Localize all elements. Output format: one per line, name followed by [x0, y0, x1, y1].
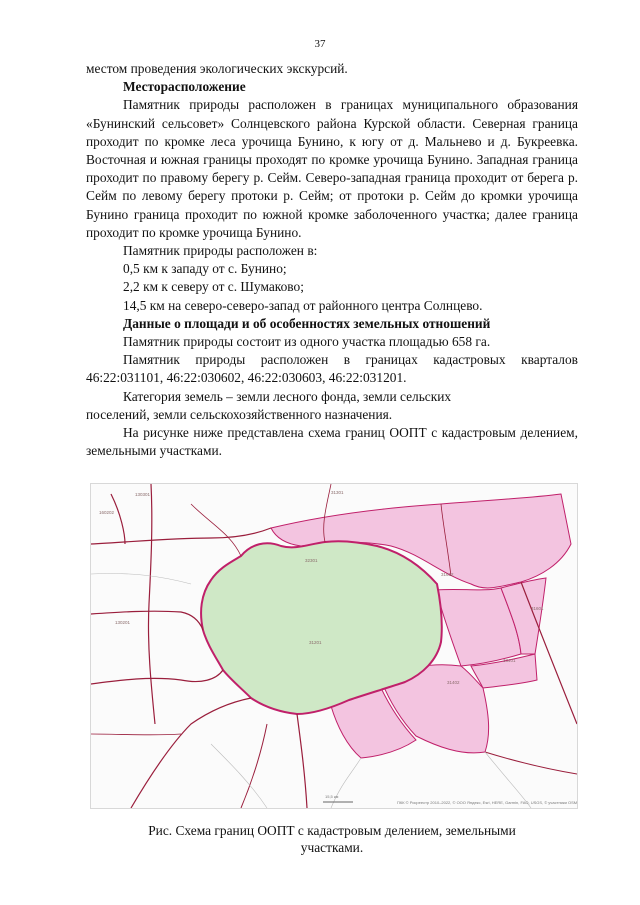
- cadastral-map: [90, 483, 578, 809]
- parcel-label: 32301: [305, 558, 318, 563]
- distance-item: 2,2 км к северу от с. Шумаково;: [123, 279, 304, 295]
- distance-item: 0,5 км к западу от с. Бунино;: [123, 261, 287, 277]
- intro-line: местом проведения экологических экскурсий.: [86, 61, 348, 76]
- distance-item: 14,5 км на северо-северо-запад от районного центра Солнцево.: [123, 297, 483, 313]
- area-paragraph: Памятник природы состоит из одного участка площадью 658 га.: [123, 334, 491, 350]
- parcel-label: 33401: [503, 658, 516, 663]
- parcel-label: 160202: [99, 510, 115, 515]
- figure-intro: На рисунке ниже представлена схема границ ООПТ с кадастровым делением, земельными участками.: [86, 425, 578, 459]
- cadastral-paragraph: Памятник природы расположен в границах кадастровых кварталов 46:22:031101, 46:22:030602, 46:22:030603, 46:22:031201.: [86, 352, 578, 386]
- cadastral-map-svg: [91, 484, 577, 808]
- parcel-label: 130301: [135, 492, 151, 497]
- heading-location: Месторасположение: [123, 79, 246, 95]
- heading-area: Данные о площади и об особенностях земельных отношений: [123, 315, 491, 331]
- parcel-label: 31602: [441, 572, 454, 577]
- parcel-label: 31201: [309, 640, 322, 645]
- category-line-1: Категория земель – земли лесного фонда, земли сельских: [123, 388, 452, 404]
- caption-line-1: Рис. Схема границ ООПТ с кадастровым делением, земельными: [148, 823, 516, 838]
- figure-caption: [86, 822, 578, 856]
- parcel-label: 31402: [447, 680, 460, 685]
- caption-line-2: участками.: [300, 840, 364, 855]
- map-attribution: ПКК © Росреестр 2010–2022, © ООО Яндекс, Esri, HERE, Garmin, FAO, USGS, © участники OSM: [397, 800, 577, 805]
- scale-label: 15,5 км: [325, 794, 339, 799]
- page-number: 37: [314, 38, 326, 50]
- distance-intro: Памятник природы расположен в:: [123, 243, 318, 259]
- location-paragraph: Памятник природы расположен в границах муниципального образования «Бунинский сельсовет» Солнцевского района Курской области. Северная граница проходит по кромке леса урочища Бунино, к югу от д. Мальнево и д. Букреевка. Восточная и южная границы проходят по кромке урочища Бунино. Западная граница проходит по правому берегу р. Сейм. Северо-западная граница проходит от берега р. Сейм по левому берегу протоки р. Сейм; от протоки р. Сейм до кромки урочища Бунино граница проходит по южной кромке заболоченного участка; далее граница проходит по кромке урочища Бунино.: [86, 97, 578, 240]
- category-line-2: поселений, земли сельскохозяйственного назначения.: [86, 406, 393, 422]
- parcel-label: 130201: [115, 620, 131, 625]
- parcel-label: 31601: [531, 606, 544, 611]
- body-text: [86, 60, 578, 460]
- parcel-label: 31301: [331, 490, 344, 495]
